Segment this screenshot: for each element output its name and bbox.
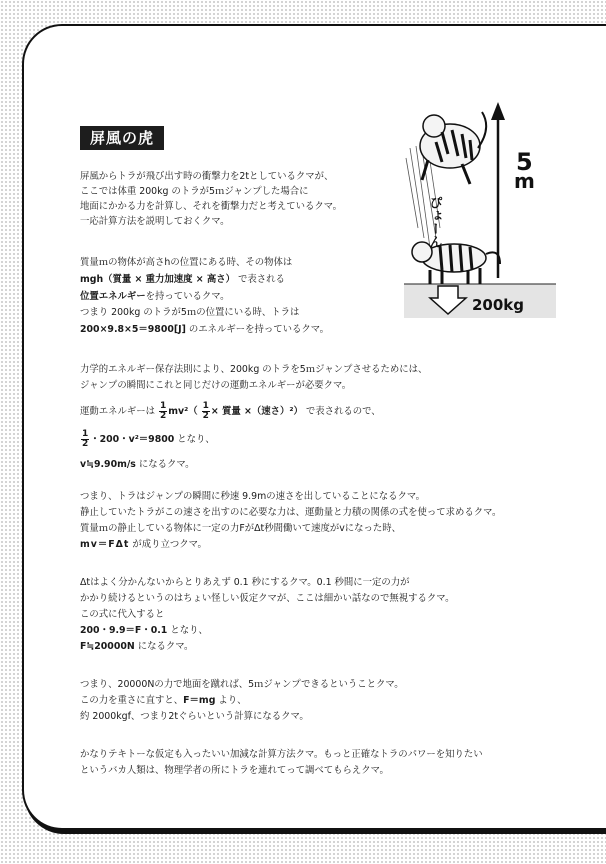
fraction-half [81, 430, 89, 449]
text-line [80, 640, 193, 653]
text-line: つまり、トラはジャンプの瞬間に秒速 9.9mの速さを出していることになるクマ。 [80, 491, 426, 502]
text-span: となり、 [170, 625, 208, 636]
fraction-numerator: 1 [202, 401, 209, 411]
formula-mgh: mgh（質量 × 重力加速度 × 高さ） [80, 274, 236, 285]
text-line: かなりテキトーな仮定も入ったいい加減な計算方法クマ。もっと正確なトラのパワーを知りたい [80, 749, 483, 760]
fraction-denominator: 2 [82, 439, 89, 449]
text-line: つまり、20000Nの力で地面を蹴れば、5ｍジャンプできるということクマ。 [80, 679, 404, 690]
text-span: 運動エネルギーは [80, 406, 156, 417]
arrow-up-icon [491, 102, 505, 120]
text-line: Δtはよく分かんないからとりあえず 0.1 秒にするクマ。0.1 秒間に一定の力が [80, 577, 410, 588]
text-line [80, 538, 207, 551]
text-line: 静止していたトラがこの速さを出すのに必要な力は、運動量と力積の関係の式を使って求めるクマ。 [80, 507, 502, 518]
formula-equation: ・200・v²＝9800 [90, 434, 175, 445]
text-span: を持っているクマ。 [145, 291, 230, 302]
text-line: 約 2000kgf、つまり2tぐらいという計算になるクマ。 [80, 711, 309, 722]
text-span: で表されるので、 [305, 406, 381, 417]
text-line: 力学的エネルギー保存法則により、200kg のトラを5ｍジャンプさせるためには、 [80, 364, 428, 375]
formula-energy-result: 200×9.8×5＝9800[J] [80, 324, 186, 335]
text-line [80, 694, 247, 707]
text-line: 質量ｍの物体が高さhの位置にある時、その物体は [80, 257, 293, 268]
text-span: となり、 [177, 434, 215, 445]
section-title: 屏風の虎 [80, 126, 164, 150]
height-label-unit: m [514, 169, 535, 193]
jumping-tiger-icon [420, 112, 486, 184]
text-span: この力を重さに直すと、 [80, 695, 184, 706]
formula-weight: F＝mg [183, 695, 216, 706]
text-line: かかり続けるというのはちょい怪しい仮定クマが、ここは細かい話なので無視するクマ。 [80, 593, 455, 604]
text-line [80, 273, 285, 286]
term-potential-energy: 位置エネルギー [80, 291, 146, 302]
text-span: のエネルギーを持っているクマ。 [188, 324, 329, 335]
text-line: ジャンプの瞬間にこれと同じだけの運動エネルギーが必要クマ。 [80, 380, 352, 391]
text-line [80, 624, 208, 637]
tiger-jump-illustration [402, 88, 558, 320]
formula-force-result: F≒20000N [80, 641, 135, 652]
fraction-half [202, 402, 210, 421]
text-line [80, 430, 215, 449]
standing-tiger-icon [412, 242, 500, 284]
text-line [80, 458, 195, 471]
fraction-half [159, 402, 167, 421]
text-span: になるクマ。 [137, 641, 194, 652]
text-line: 地面にかかる力を計算し、それを衝撃力だと考えているクマ。 [80, 201, 342, 212]
text-span: で表される [238, 274, 285, 285]
fraction-denominator: 2 [202, 411, 209, 421]
formula-momentum: mv＝FΔt [80, 539, 130, 550]
text-line: つまり 200kg のトラが5ｍの位置にいる時、トラは [80, 307, 300, 318]
text-line: 質量ｍの静止している物体に一定の力FがΔt秒間働いて速度がvになった時、 [80, 523, 402, 534]
text-span: が成り立つクマ。 [132, 539, 207, 550]
text-span: より、 [218, 695, 247, 706]
height-label-num: 5 [516, 148, 533, 176]
text-line [80, 402, 381, 421]
text-span: になるクマ。 [138, 459, 195, 470]
formula-velocity: v≒9.90m/s [80, 459, 136, 470]
fraction-numerator: 1 [160, 401, 167, 411]
jump-sfx: ぴょーん [426, 196, 442, 248]
text-line: この式に代入すると [80, 609, 165, 620]
text-line [80, 323, 329, 336]
fraction-denominator: 2 [160, 411, 167, 421]
text-line: というバカ人類は、物理学者の所にトラを連れてって調べてもらえクマ。 [80, 765, 389, 776]
formula-kinetic-desc: × 質量 ×（速さ）²） [210, 406, 303, 417]
text-line: 屏風からトラが飛び出す時の衝撃力を2tとしているクマが、 [80, 171, 334, 182]
formula-kinetic: mv²（ [168, 406, 198, 417]
text-line [80, 290, 229, 303]
weight-label: 200kg [472, 296, 525, 314]
text-line: 一応計算方法を説明しておくクマ。 [80, 216, 230, 227]
formula-substitution: 200・9.9＝F・0.1 [80, 625, 168, 636]
text-line: ここでは体重 200kg のトラが5ｍジャンプした場合に [80, 186, 309, 197]
fraction-numerator: 1 [82, 429, 89, 439]
